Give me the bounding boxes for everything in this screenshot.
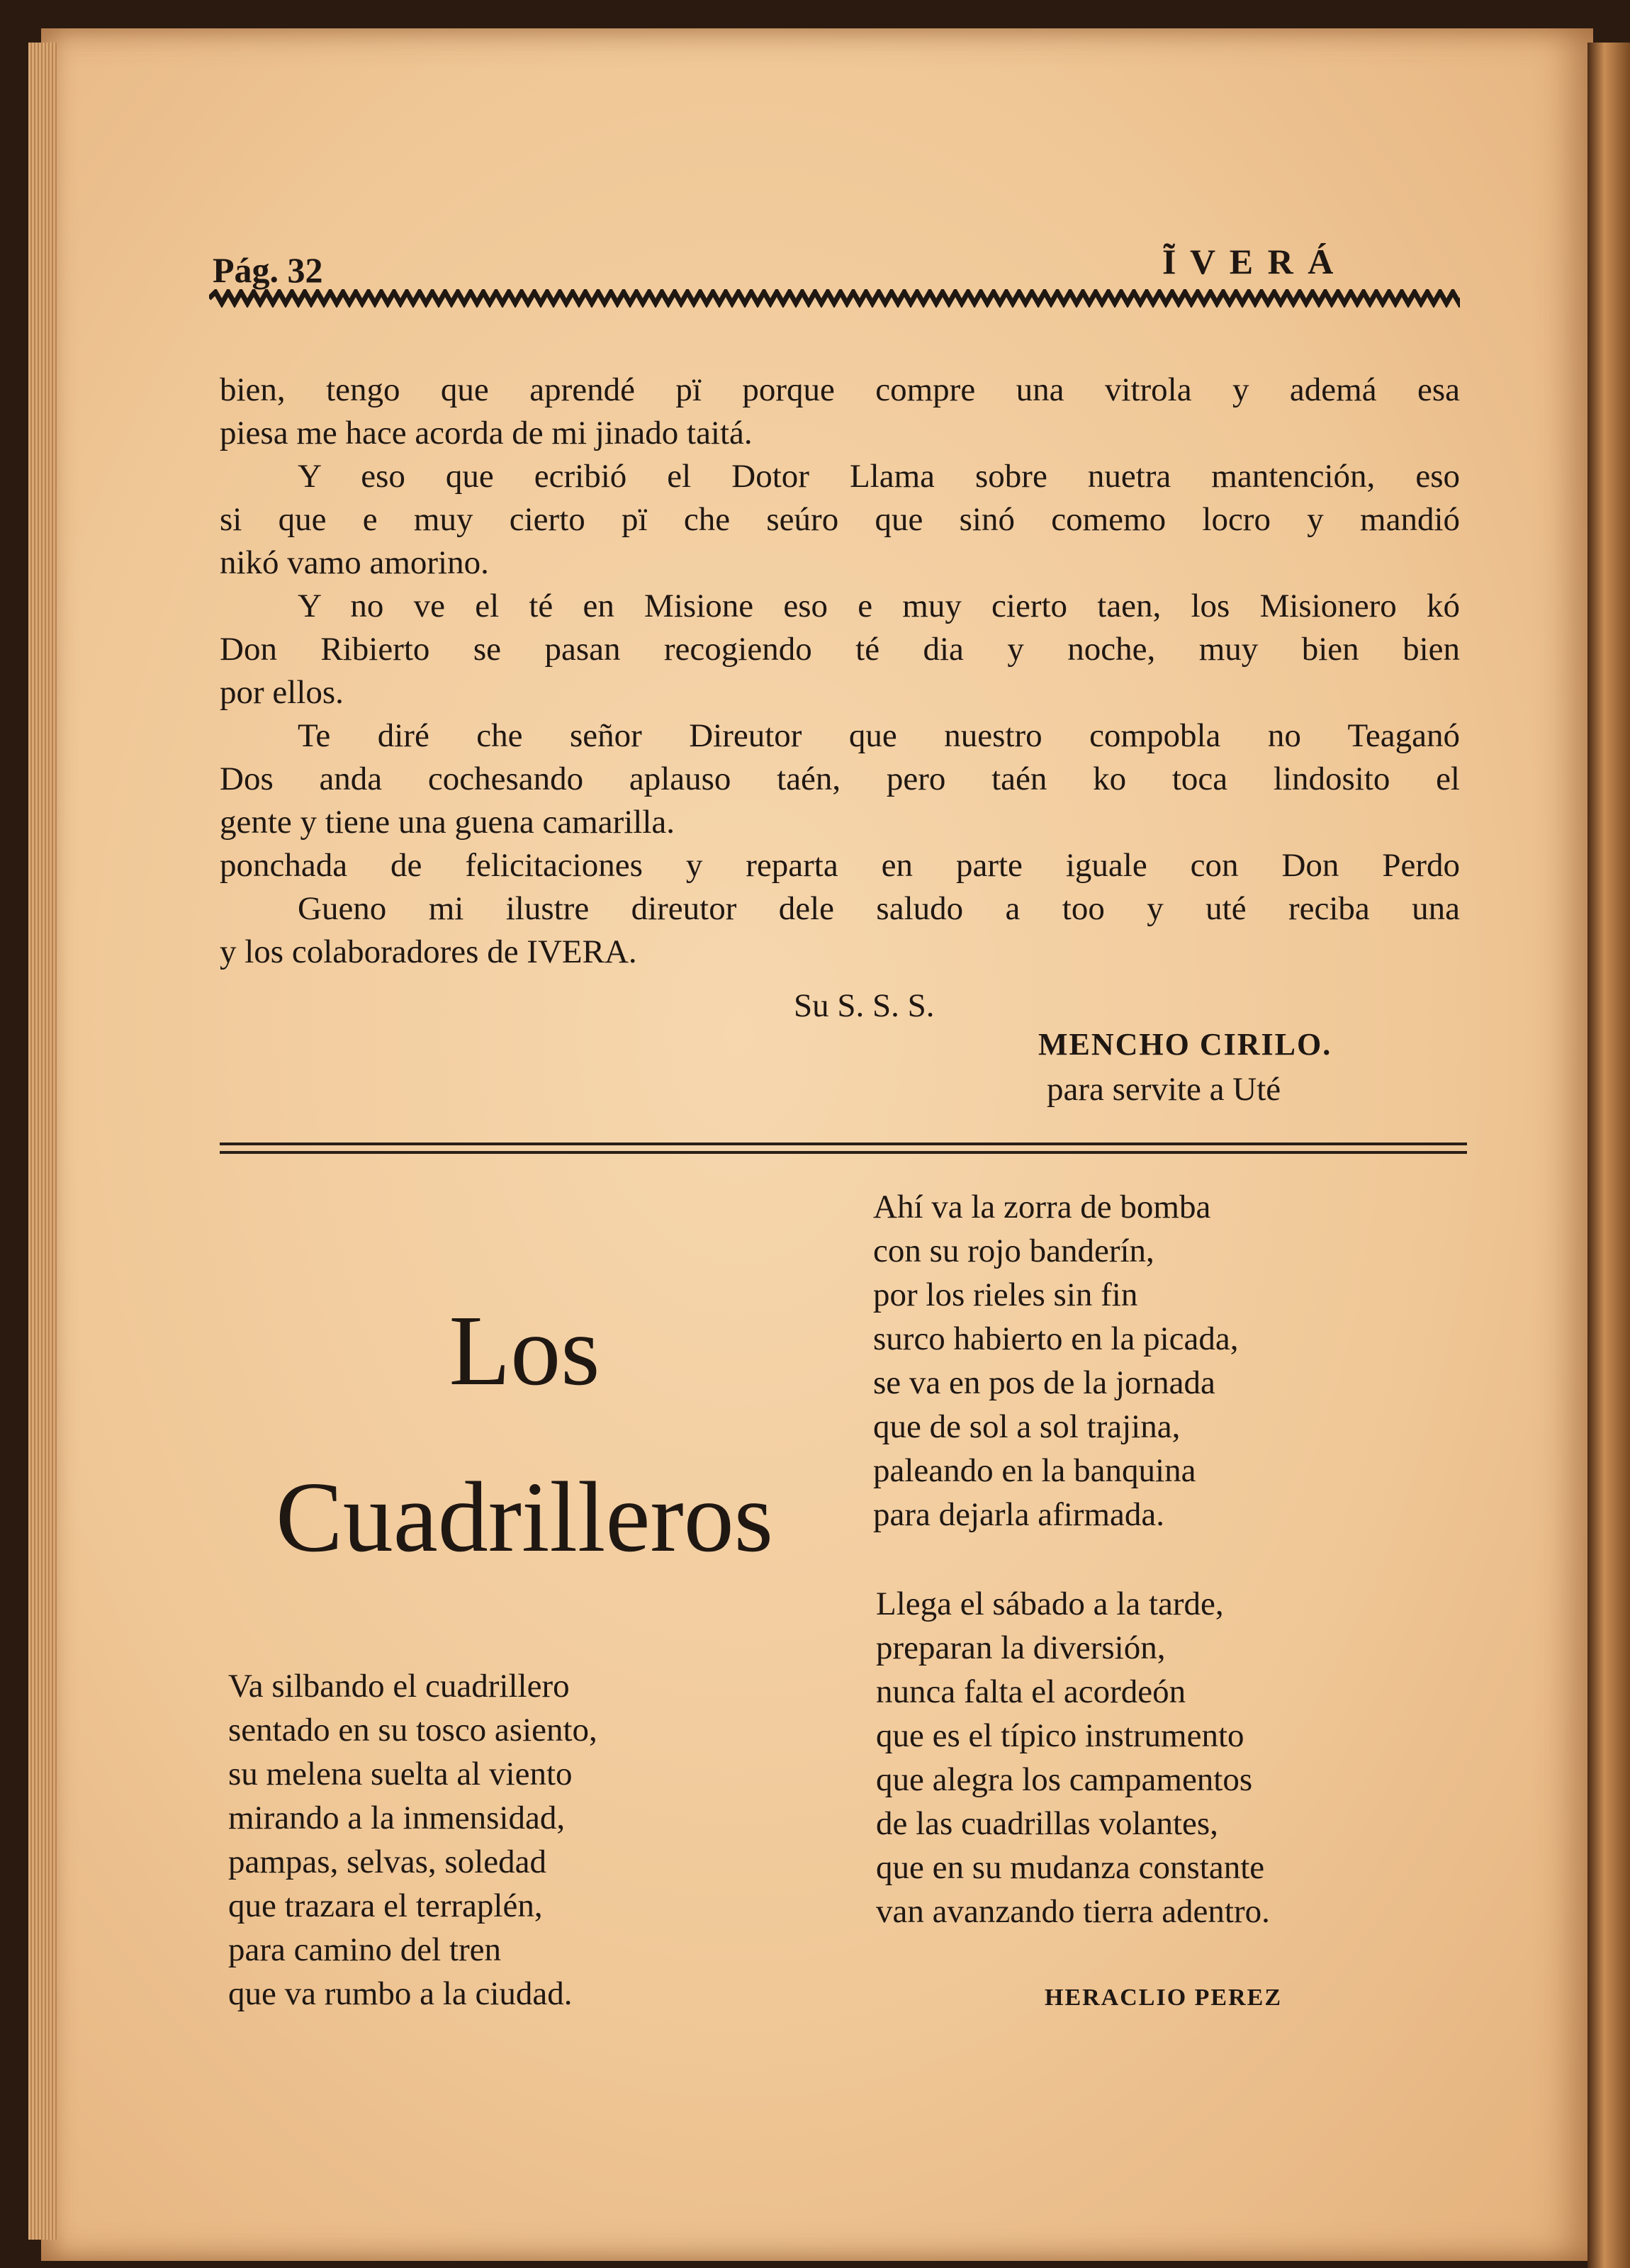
letter-line: Gueno mi ilustre direutor dele saludo a too y uté reciba una bbox=[298, 890, 1460, 927]
poem-stanza-2 bbox=[873, 1185, 1238, 1537]
poem-stanza-3 bbox=[876, 1582, 1270, 1933]
poem-stanza-1 bbox=[228, 1664, 597, 2016]
poem-verse: su melena suelta al viento bbox=[228, 1756, 573, 1792]
page-edges bbox=[28, 43, 57, 2240]
poem-verse: mirando a la inmensidad, bbox=[228, 1800, 566, 1836]
divider-top bbox=[220, 1143, 1467, 1145]
poem-verse: que alegra los campamentos bbox=[876, 1761, 1253, 1798]
letter-line: gente y tiene una guena camarilla. bbox=[220, 804, 675, 841]
divider-bottom bbox=[220, 1151, 1467, 1154]
poem-verse: que en su mudanza constante bbox=[876, 1849, 1265, 1886]
wavy-rule bbox=[209, 289, 1460, 308]
letter-line: Don Ribierto se pasan recogiendo té dia y noche, muy bien bien bbox=[220, 631, 1460, 668]
poem-verse: nunca falta el acordeón bbox=[876, 1673, 1186, 1710]
poem-verse: que de sol a sol trajina, bbox=[873, 1408, 1181, 1445]
poem-verse: Va silbando el cuadrillero bbox=[228, 1668, 570, 1705]
poem-verse: paleando en la banquina bbox=[873, 1452, 1196, 1489]
letter-line: piesa me hace acorda de mi jinado taitá. bbox=[220, 415, 753, 451]
letter-postscript: para servite a Uté bbox=[1047, 1071, 1281, 1108]
letter-line: si que e muy cierto pï che seúro que sinó comemo locro y mandió bbox=[220, 501, 1460, 538]
poem-verse: preparan la diversión, bbox=[876, 1629, 1166, 1666]
poem-verse: Llega el sábado a la tarde, bbox=[876, 1585, 1224, 1622]
letter-line: nikó vamo amorino. bbox=[220, 544, 489, 581]
poem-verse: que es el típico instrumento bbox=[876, 1717, 1244, 1754]
poem-verse: que va rumbo a la ciudad. bbox=[228, 1975, 573, 2012]
next-page-edge bbox=[1587, 43, 1630, 2268]
poem-verse: con su rojo banderín, bbox=[873, 1233, 1154, 1269]
letter-line: Y eso que ecribió el Dotor Llama sobre nuetra mantención, eso bbox=[298, 458, 1460, 495]
letter-line: Te diré che señor Direutor que nuestro compobla no Teaganó bbox=[298, 717, 1460, 754]
poem-verse: se va en pos de la jornada bbox=[873, 1364, 1215, 1401]
letter-line: Y no ve el té en Misione eso e muy cierto taen, los Misionero kó bbox=[298, 588, 1460, 624]
poem-verse: por los rieles sin fin bbox=[873, 1276, 1138, 1313]
poem-verse: para camino del tren bbox=[228, 1931, 501, 1968]
poem-title-line1: Los bbox=[449, 1294, 600, 1406]
poem-verse: sentado en su tosco asiento, bbox=[228, 1712, 597, 1748]
poem-verse: para dejarla afirmada. bbox=[873, 1496, 1164, 1533]
poem-verse: de las cuadrillas volantes, bbox=[876, 1805, 1218, 1842]
poem-verse: surco habierto en la picada, bbox=[873, 1320, 1239, 1357]
poem-verse: pampas, selvas, soledad bbox=[228, 1843, 547, 1880]
poem-verse: que trazara el terraplén, bbox=[228, 1887, 543, 1924]
letter-closing: Su S. S. S. bbox=[794, 987, 935, 1024]
letter-line: por ellos. bbox=[220, 674, 344, 711]
poem-verse: van avanzando tierra adentro. bbox=[876, 1893, 1270, 1930]
page-number: Pág. 32 bbox=[213, 250, 323, 290]
letter-line: Dos anda cochesando aplauso taén, pero taén ko toca lindosito el bbox=[220, 760, 1460, 797]
poem-author: HERACLIO PEREZ bbox=[1045, 1984, 1282, 2011]
letter-signature: MENCHO CIRILO. bbox=[1038, 1027, 1332, 1062]
magazine-title: Ĩ V E R Á bbox=[1162, 242, 1334, 281]
poem-title-line2: Cuadrilleros bbox=[276, 1461, 773, 1573]
letter-line: ponchada de felicitaciones y reparta en parte iguale con Don Perdo bbox=[220, 847, 1460, 884]
letter-line: y los colaboradores de IVERA. bbox=[220, 933, 637, 970]
poem-verse: Ahí va la zorra de bomba bbox=[873, 1189, 1211, 1225]
letter-line: bien, tengo que aprendé pï porque compre una vitrola y ademá esa bbox=[220, 371, 1460, 408]
